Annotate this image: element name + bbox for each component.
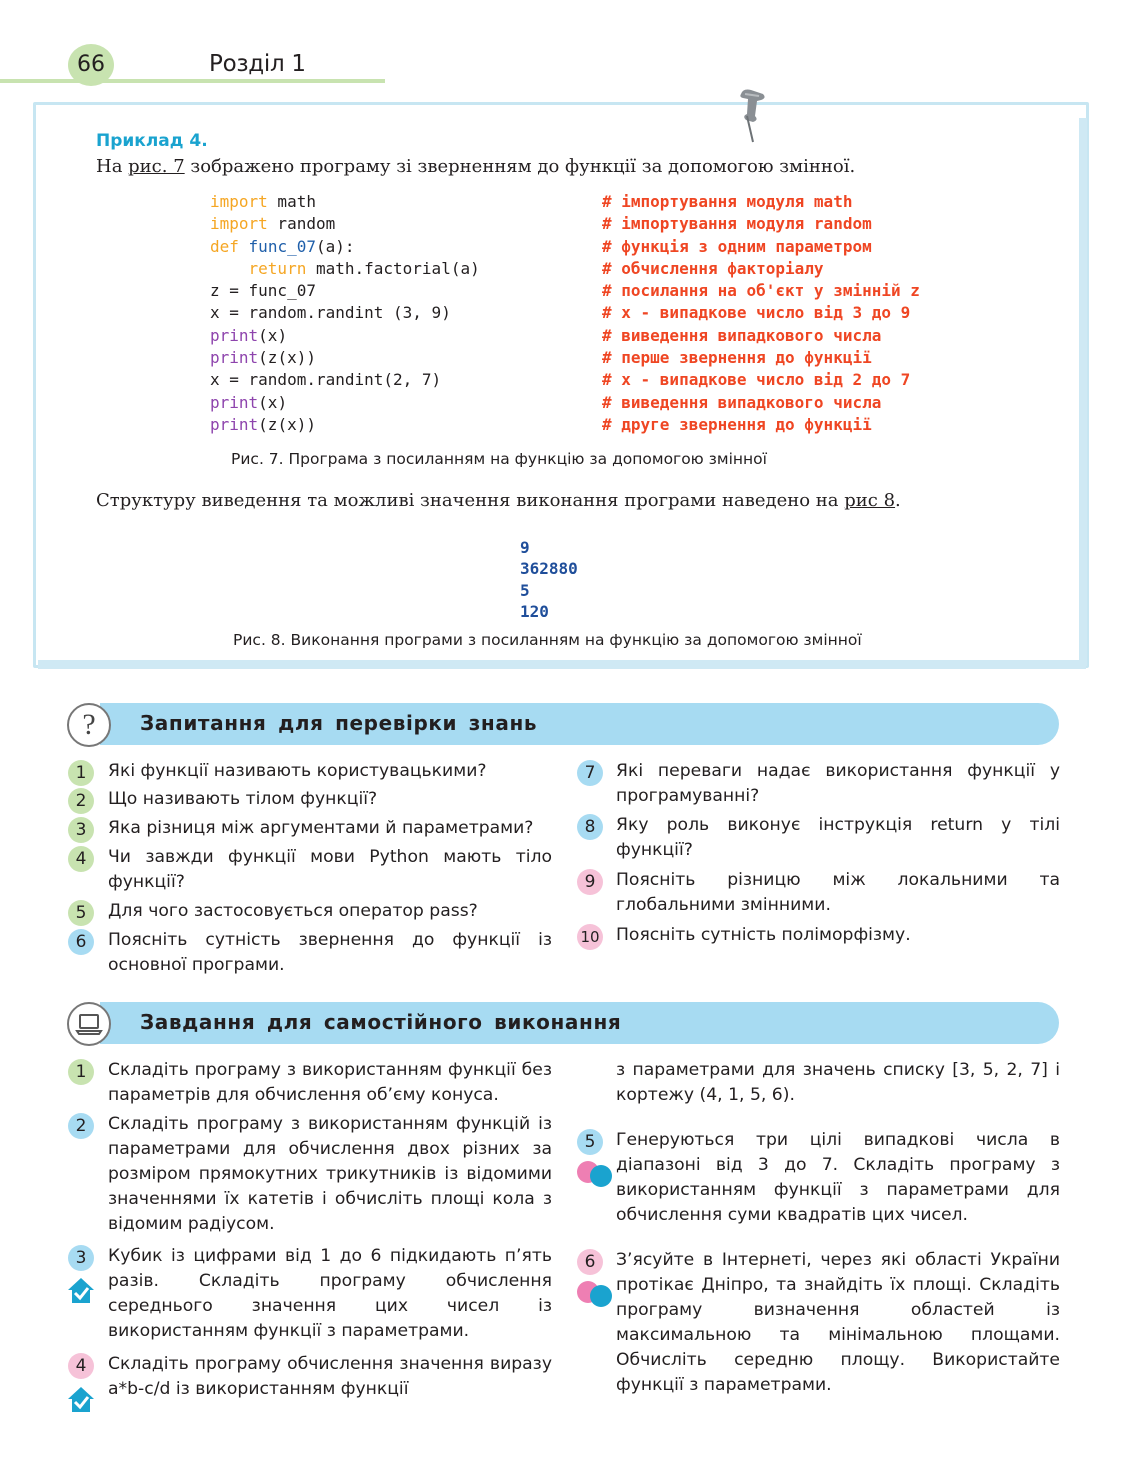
- task-number: 5: [577, 1129, 603, 1155]
- task-item: Кубик із цифрами від 1 до 6 підкидають п’ять разів. Складіть програму обчислення середнього значення цих чисел із використанням функції з параметрами.: [108, 1246, 552, 1341]
- question-number: 5: [68, 900, 94, 926]
- code-comment: # посилання на об'єкт у змінній z: [602, 281, 920, 301]
- question-item: Чи завжди функції мови Python мають тіло функції?: [108, 847, 552, 892]
- frame-shadow: [38, 660, 1086, 669]
- question-icon: ?: [67, 703, 111, 747]
- pushpin-icon: [733, 84, 773, 144]
- code-block: [210, 191, 480, 436]
- question-item: Які функції називають користувацькими?: [108, 761, 487, 781]
- code-line: [210, 302, 480, 324]
- code-comment: # імпортування модуля random: [602, 214, 872, 234]
- question-number: 4: [68, 846, 94, 872]
- question-number: 8: [577, 814, 603, 840]
- code-token: [239, 237, 249, 256]
- output-line: 362880: [520, 559, 578, 579]
- tasks-title: Завдання для самостійного виконання: [140, 1010, 622, 1034]
- question-number: 9: [577, 869, 603, 895]
- code-line: [210, 236, 480, 258]
- question-item: Що називають тілом функції?: [108, 789, 378, 809]
- laptop-icon: [67, 1002, 111, 1046]
- pair-work-icon: [575, 1157, 619, 1191]
- code-line: [210, 347, 480, 369]
- code-line: [210, 369, 480, 391]
- code-token: x = random.randint(2, 7): [210, 370, 442, 390]
- home-task-icon: [66, 1384, 96, 1414]
- task-item: Складіть програму обчислення значення виразу a*b-c/d із використанням функції: [108, 1354, 552, 1399]
- code-comment: # друге звернення до функції: [602, 414, 872, 434]
- question-number: 10: [577, 924, 603, 950]
- code-token: (z(x)): [258, 348, 316, 368]
- code-line: [210, 213, 480, 235]
- code-token: def: [210, 236, 239, 256]
- code-token: return: [248, 258, 307, 278]
- example-label: Приклад 4.: [96, 131, 208, 151]
- task-number: 3: [68, 1245, 94, 1271]
- code-token: import: [210, 214, 268, 234]
- task-number: 4: [68, 1353, 94, 1379]
- code-comment: # x - випадкове число від 3 до 9: [602, 303, 911, 323]
- code-token: [210, 259, 249, 278]
- code-comment: # x - випадкове число від 2 до 7: [602, 370, 911, 390]
- output-line: 9: [520, 538, 530, 557]
- task-item: Складіть програму з використанням функцій із параметрами для обчислення двох різних за розміром прямокутних трикутників із відомими значеннями їх катетів і обчисліть площі кола з відомим радіусом.: [108, 1114, 552, 1234]
- code-token: z = func_07: [210, 281, 316, 301]
- question-item: Поясніть сутність звернення до функції із основної програми.: [108, 930, 552, 975]
- code-comment: # виведення випадкового числа: [602, 392, 882, 412]
- question-item: Поясніть різницю між локальними та глобальними змінними.: [616, 870, 1060, 915]
- program-output: [520, 537, 578, 622]
- task-number: 1: [68, 1059, 94, 1085]
- code-token: (x): [258, 325, 288, 345]
- code-token: random: [267, 214, 336, 234]
- output-line: 120: [520, 601, 549, 621]
- page-number: 66: [68, 44, 114, 86]
- code-line: [210, 280, 480, 302]
- task-item: Складіть програму з використанням функції без параметрів для обчислення об’єму конуса.: [108, 1060, 552, 1105]
- output-line: 5: [520, 580, 530, 600]
- code-token: print: [210, 348, 259, 368]
- code-line: [210, 325, 480, 347]
- question-number: 2: [68, 788, 94, 814]
- question-number: 1: [68, 760, 94, 786]
- question-item: Яка різниця між аргументами й параметрами?: [108, 818, 534, 838]
- code-token: import: [210, 192, 268, 211]
- frame-shadow: [1079, 118, 1087, 666]
- code-token: math.factorial(a): [306, 258, 480, 278]
- question-number: 3: [68, 817, 94, 843]
- output-intro: Структуру виведення та можливі значення виконання програми наведено на рис 8.: [96, 490, 901, 511]
- example-intro: На рис. 7 зображено програму зі зверненням до функції за допомогою змінної.: [96, 156, 856, 177]
- code-token: math: [267, 192, 316, 211]
- code-token: print: [210, 392, 259, 412]
- question-number: 6: [68, 929, 94, 955]
- task-item-continued: з параметрами для значень списку [3, 5, 2, 7] і кортежу (4, 1, 5, 6).: [616, 1060, 1060, 1105]
- figure-link[interactable]: рис. 7: [128, 156, 185, 177]
- code-comment: # імпортування модуля math: [602, 192, 853, 211]
- figure-link[interactable]: рис 8: [844, 490, 896, 511]
- task-number: 2: [68, 1113, 94, 1139]
- home-task-icon: [66, 1275, 96, 1305]
- code-token: (z(x)): [258, 414, 316, 434]
- code-token: print: [210, 414, 259, 434]
- code-line: [210, 414, 480, 436]
- code-line: [210, 258, 480, 280]
- section-title: Розділ 1: [209, 51, 306, 77]
- code-comment: # обчислення факторіалу: [602, 258, 824, 278]
- code-comments: [602, 191, 920, 436]
- code-token: func_07: [248, 236, 316, 256]
- code-line: [210, 392, 480, 414]
- pair-work-icon: [575, 1277, 619, 1311]
- code-line: [210, 191, 480, 213]
- task-item: З’ясуйте в Інтернеті, через які області України протікає Дніпро, та знайдіть їх площі. Складіть програму визначення областей із максимальною та мінімальною площами. Обчисліть середню площу. Використайте функції з параметрами.: [616, 1250, 1060, 1395]
- code-token: print: [210, 325, 259, 345]
- code-comment: # функція з одним параметром: [602, 236, 872, 256]
- code-token: x = random.randint (3, 9): [210, 303, 451, 323]
- task-number: 6: [577, 1249, 603, 1275]
- question-item: Для чого застосовується оператор pass?: [108, 901, 478, 921]
- figure-caption: Рис. 8. Виконання програми з посиланням на функцію за допомогою змінної: [233, 631, 862, 649]
- question-item: Яку роль виконує інструкція return у тілі функції?: [616, 815, 1060, 860]
- figure-caption: Рис. 7. Програма з посиланням на функцію за допомогою змінної: [231, 450, 767, 468]
- code-comment: # виведення випадкового числа: [602, 325, 882, 345]
- header-rule: [0, 79, 385, 83]
- code-token: (a):: [315, 236, 355, 256]
- questions-title: Запитання для перевірки знань: [140, 711, 538, 735]
- code-comment: # перше звернення до функції: [602, 348, 872, 368]
- code-token: (x): [258, 392, 288, 412]
- task-item: Генеруються три цілі випадкові числа в діапазоні від 3 до 7. Складіть програму з використанням функції з параметрами для обчислення суми квадратів цих чисел.: [616, 1130, 1060, 1225]
- question-item: Поясніть сутність поліморфізму.: [616, 925, 911, 945]
- question-item: Які переваги надає використання функції у програмуванні?: [616, 761, 1060, 806]
- question-number: 7: [577, 760, 603, 786]
